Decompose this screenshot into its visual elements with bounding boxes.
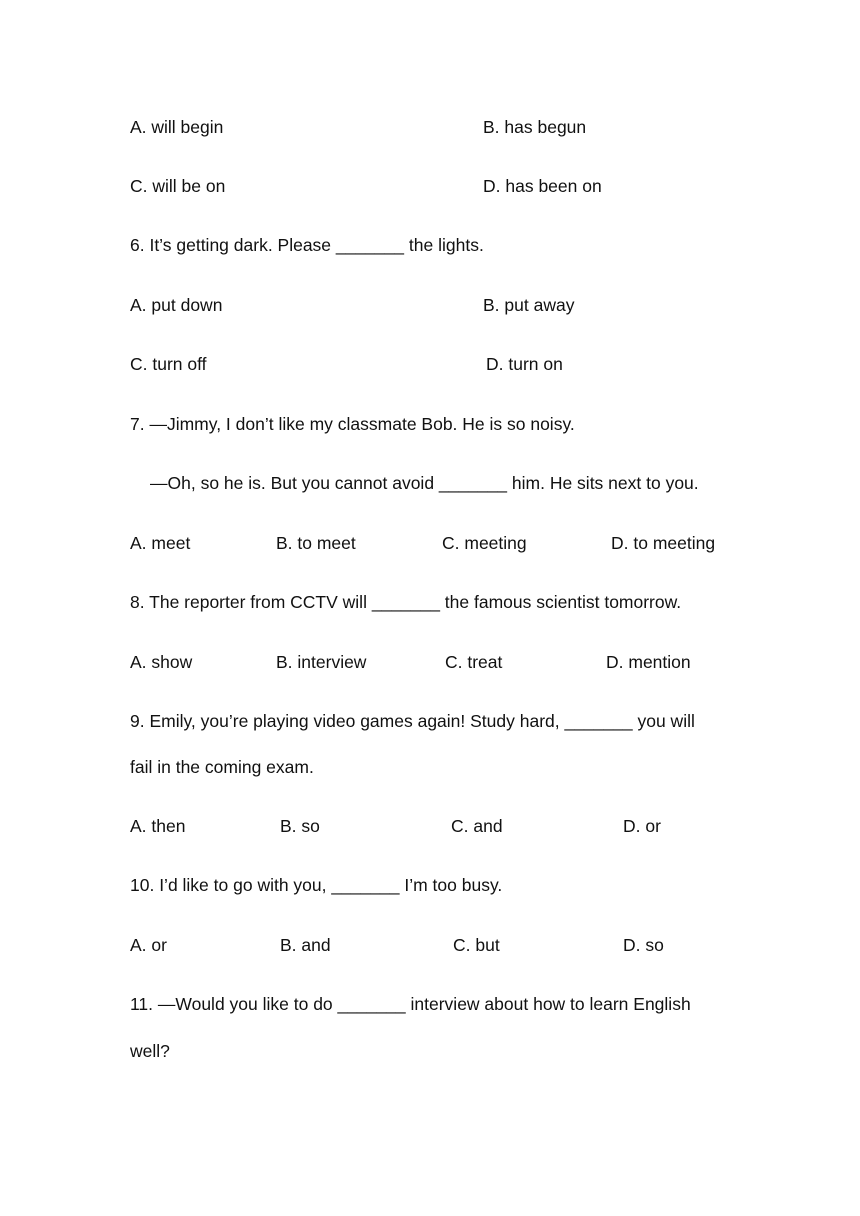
q9-stem-line1: 9. Emily, you’re playing video games again! Study hard, _______ you will (130, 711, 695, 731)
q6-stem: 6. It’s getting dark. Please _______ the lights. (130, 235, 484, 255)
q9-option-a: A. then (130, 816, 186, 836)
q7-option-d: D. to meeting (611, 533, 716, 553)
q9-option-b: B. so (280, 816, 320, 836)
q10-option-a: A. or (130, 935, 167, 955)
q10-option-b: B. and (280, 935, 331, 955)
q9-option-d: D. or (623, 816, 661, 836)
q8-stem: 8. The reporter from CCTV will _______ the famous scientist tomorrow. (130, 592, 682, 612)
q7-stem-line1: 7. —Jimmy, I don’t like my classmate Bob. He is so noisy. (130, 414, 575, 434)
q5-option-d: D. has been on (483, 176, 602, 196)
q8-option-a: A. show (130, 652, 193, 672)
q7-option-c: C. meeting (442, 533, 527, 553)
q7-option-a: A. meet (130, 533, 191, 553)
q7-option-b: B. to meet (276, 533, 356, 553)
q11-stem-line1: 11. —Would you like to do _______ interview about how to learn English (130, 994, 691, 1014)
q5-option-c: C. will be on (130, 176, 226, 196)
q11-stem-line2: well? (130, 1041, 170, 1061)
q6-option-b: B. put away (483, 295, 575, 315)
q7-stem-line2: —Oh, so he is. But you cannot avoid _______ him. He sits next to you. (150, 473, 699, 493)
q6-option-a: A. put down (130, 295, 223, 315)
q8-option-b: B. interview (276, 652, 367, 672)
q5-option-b: B. has begun (483, 117, 587, 137)
q10-stem: 10. I’d like to go with you, _______ I’m too busy. (130, 875, 503, 895)
q6-option-d: D. turn on (486, 354, 563, 374)
q5-option-a: A. will begin (130, 117, 224, 137)
q10-option-d: D. so (623, 935, 664, 955)
q6-option-c: C. turn off (130, 354, 207, 374)
q10-option-c: C. but (453, 935, 500, 955)
q8-option-d: D. mention (606, 652, 691, 672)
q8-option-c: C. treat (445, 652, 503, 672)
q9-stem-line2: fail in the coming exam. (130, 757, 314, 777)
q9-option-c: C. and (451, 816, 503, 836)
